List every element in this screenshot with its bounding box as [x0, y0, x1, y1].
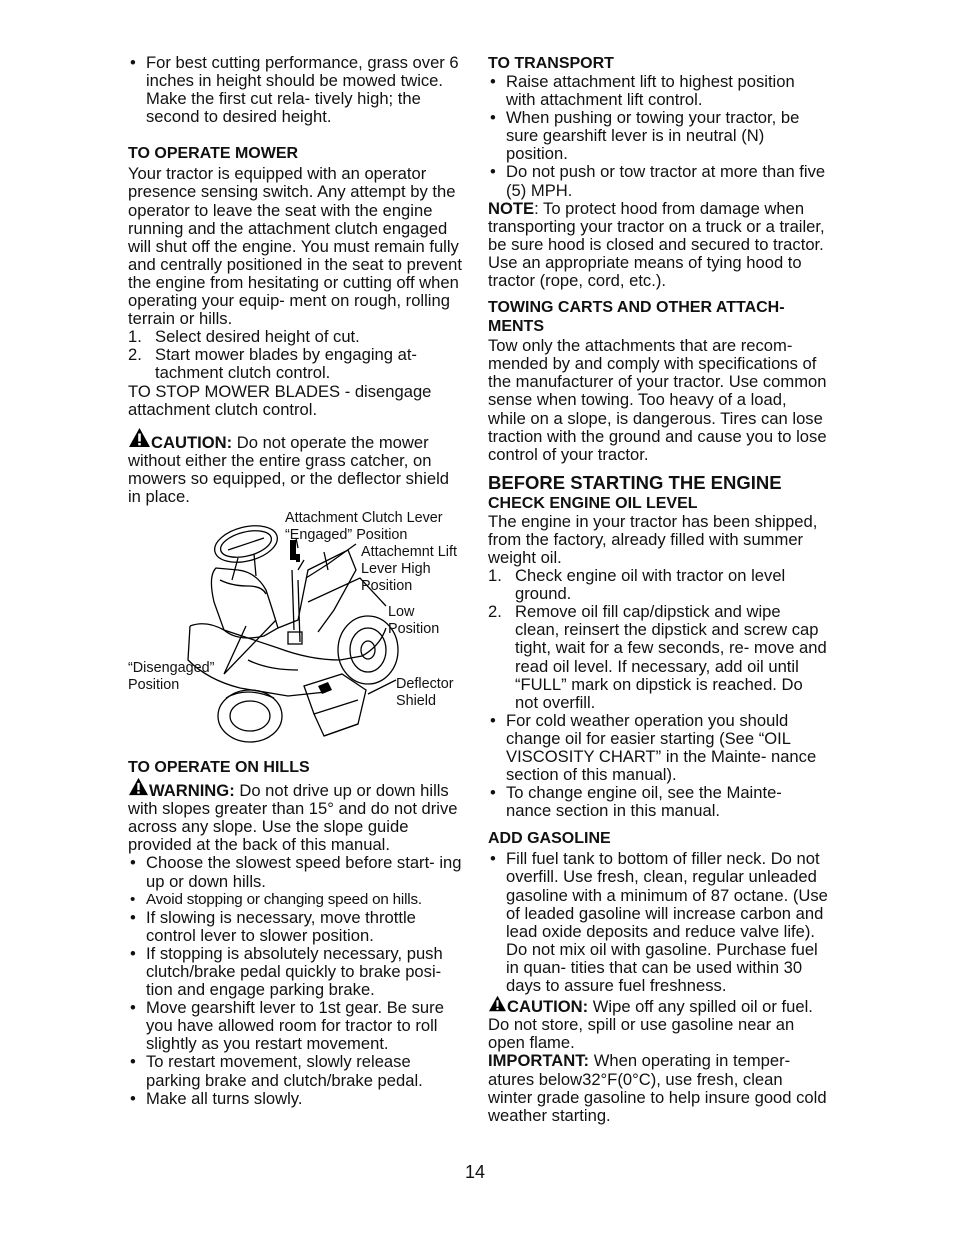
- important-note: [488, 1052, 828, 1124]
- check-oil-body: The engine in your tractor has been shipped, from the factory, already filled with summer weight oil.: [488, 511, 818, 567]
- tractor-controls-figure: [128, 510, 466, 756]
- mower-step: [128, 328, 466, 346]
- label-clutch-lever: Attachment Clutch Lever: [285, 510, 443, 527]
- oil-step: [488, 603, 828, 712]
- note-text: : To protect hood from damage when transporting your tractor on a truck or a trailer, be sure hood is closed and secured to tractor. Use an appropriate means of tying hood to tractor (rope, cord, etc.).: [488, 198, 825, 291]
- label-engaged: “Engaged” Position: [285, 527, 408, 544]
- oil-step-number: 2.: [488, 602, 502, 622]
- hills-bullet: • Make all turns slowly.: [128, 1090, 466, 1108]
- hills-bullet: • Move gearshift lever to 1st gear. Be sure you have allowed room for tractor to roll slightly as you restart movement.: [128, 999, 466, 1053]
- oil-bullet: • To change engine oil, see the Mainte- nance section in this manual.: [488, 784, 828, 820]
- mower-step-text: Select desired height of cut.: [155, 327, 360, 347]
- important-label: IMPORTANT:: [488, 1051, 590, 1071]
- towing-body: Tow only the attachments that are recom- mended by and comply with specifications of the manufacturer of your tractor. Use common sense when towing. Too heavy of a load, while on a slope, is dangerous. Tires can lose traction with the ground and cause you to lose control of your tractor.: [488, 336, 827, 464]
- warning-triangle-icon: [128, 427, 151, 448]
- warning-triangle-icon: [128, 777, 149, 796]
- check-oil-heading: CHECK ENGINE OIL LEVEL: [488, 494, 698, 512]
- gasoline-heading: ADD GASOLINE: [488, 830, 611, 848]
- label-low-position: Low Position: [388, 604, 440, 638]
- oil-step-number: 1.: [488, 566, 502, 586]
- caution-text: Wipe off any spilled oil or fuel. Do not store, spill or use gasoline near an open flame.: [488, 997, 813, 1053]
- label-deflector-shield: Deflector Shield: [396, 676, 454, 710]
- transport-bullet: • Do not push or tow tractor at more than five (5) MPH.: [488, 163, 828, 199]
- label-disengaged: “Disengaged” Position: [128, 660, 215, 694]
- gasoline-caution: [488, 995, 828, 1052]
- caution-text: Do not operate the mower without either the entire grass catcher, on mowers so equipped, or the deflector shield in place.: [128, 432, 449, 506]
- towing-heading: TOWING CARTS AND OTHER ATTACH- MENTS: [488, 299, 785, 336]
- mower-step-number: 2.: [128, 345, 142, 365]
- hills-bullet: • If slowing is necessary, move throttle control lever to slower position.: [128, 909, 466, 945]
- mower-step: [128, 346, 466, 382]
- intro-bullet: • For best cutting performance, grass over 6 inches in height should be mowed twice. Make the first cut rela- tively high; the second to desired height.: [128, 54, 466, 126]
- label-lift-lever: Attachemnt Lift Lever High Position: [361, 544, 457, 595]
- right-column: [488, 54, 828, 1125]
- operate-mower-heading: TO OPERATE MOWER: [128, 145, 299, 163]
- stop-blades-text: TO STOP MOWER BLADES - disengage attachment clutch control.: [128, 381, 432, 419]
- note-label: NOTE: [488, 198, 535, 218]
- left-column: [128, 54, 466, 1108]
- transport-bullet: • When pushing or towing your tractor, be sure gearshift lever is in neutral (N) position.: [488, 109, 828, 163]
- oil-step-text: Check engine oil with tractor on level ground.: [515, 566, 786, 604]
- transport-heading: TO TRANSPORT: [488, 55, 614, 72]
- mower-step-number: 1.: [128, 327, 142, 347]
- oil-step: [488, 567, 828, 603]
- warning-triangle-icon: [488, 995, 507, 1012]
- mower-step-text: Start mower blades by engaging at- tachment clutch control.: [155, 345, 417, 383]
- hills-heading: TO OPERATE ON HILLS: [128, 759, 310, 777]
- warning-label: WARNING:: [149, 781, 235, 801]
- oil-bullet: • For cold weather operation you should change oil for easier starting (See “OIL VISCOSITY CHART” in the Mainte- nance section of this manual).: [488, 712, 828, 784]
- mower-caution: [128, 427, 466, 506]
- before-starting-heading: BEFORE STARTING THE ENGINE: [488, 471, 782, 493]
- caution-label: CAUTION:: [151, 432, 233, 452]
- hills-bullet: • If stopping is absolutely necessary, push clutch/brake pedal quickly to brake posi- tion and engage parking brake.: [128, 945, 466, 999]
- transport-note: [488, 200, 828, 290]
- page-number: 14: [465, 1162, 486, 1182]
- transport-bullet: • Raise attachment lift to highest position with attachment lift control.: [488, 73, 828, 109]
- oil-step-text: Remove oil fill cap/dipstick and wipe clean, reinsert the dipstick and screw cap tight, wait for a few seconds, re- move and read oil level. If necessary, add oil until “FULL” mark on dipstick is reached. Do not overfill.: [515, 602, 827, 712]
- hills-bullet: • Choose the slowest speed before start- ing up or down hills.: [128, 854, 466, 890]
- gasoline-bullet: • Fill fuel tank to bottom of filler neck. Do not overfill. Use fresh, clean, regular unleaded gasoline with a minimum of 87 octane. (Use of leaded gasoline will increase carbon and lead oxide deposits and reduce valve life). Do not mix oil with gasoline. Purchase fuel in quan- tities that can be used within 30 days to assure fuel freshness.: [488, 850, 828, 995]
- important-text: When operating in temper- atures below32°F(0°C), use fresh, clean winter grade gasoline to help insure good cold weather starting.: [488, 1051, 827, 1125]
- warning-text: Do not drive up or down hills with slopes greater than 15° and do not drive across any slope. Use the slope guide provided at the back of this manual.: [128, 781, 458, 855]
- operate-mower-body: Your tractor is equipped with an operator presence sensing switch. Any attempt by the operator to leave the seat with the engine running and the attachment clutch engaged will shut off the engine. You must remain fully and centrally positioned in the seat to prevent the engine from hesitating or cutting off when operating your equip- ment on rough, rolling terrain or hills.: [128, 164, 462, 329]
- hills-bullet: • Avoid stopping or changing speed on hills.: [128, 891, 466, 909]
- hills-warning: [128, 777, 466, 854]
- hills-bullet: • To restart movement, slowly release parking brake and clutch/brake pedal.: [128, 1053, 466, 1089]
- caution-label: CAUTION:: [507, 997, 589, 1017]
